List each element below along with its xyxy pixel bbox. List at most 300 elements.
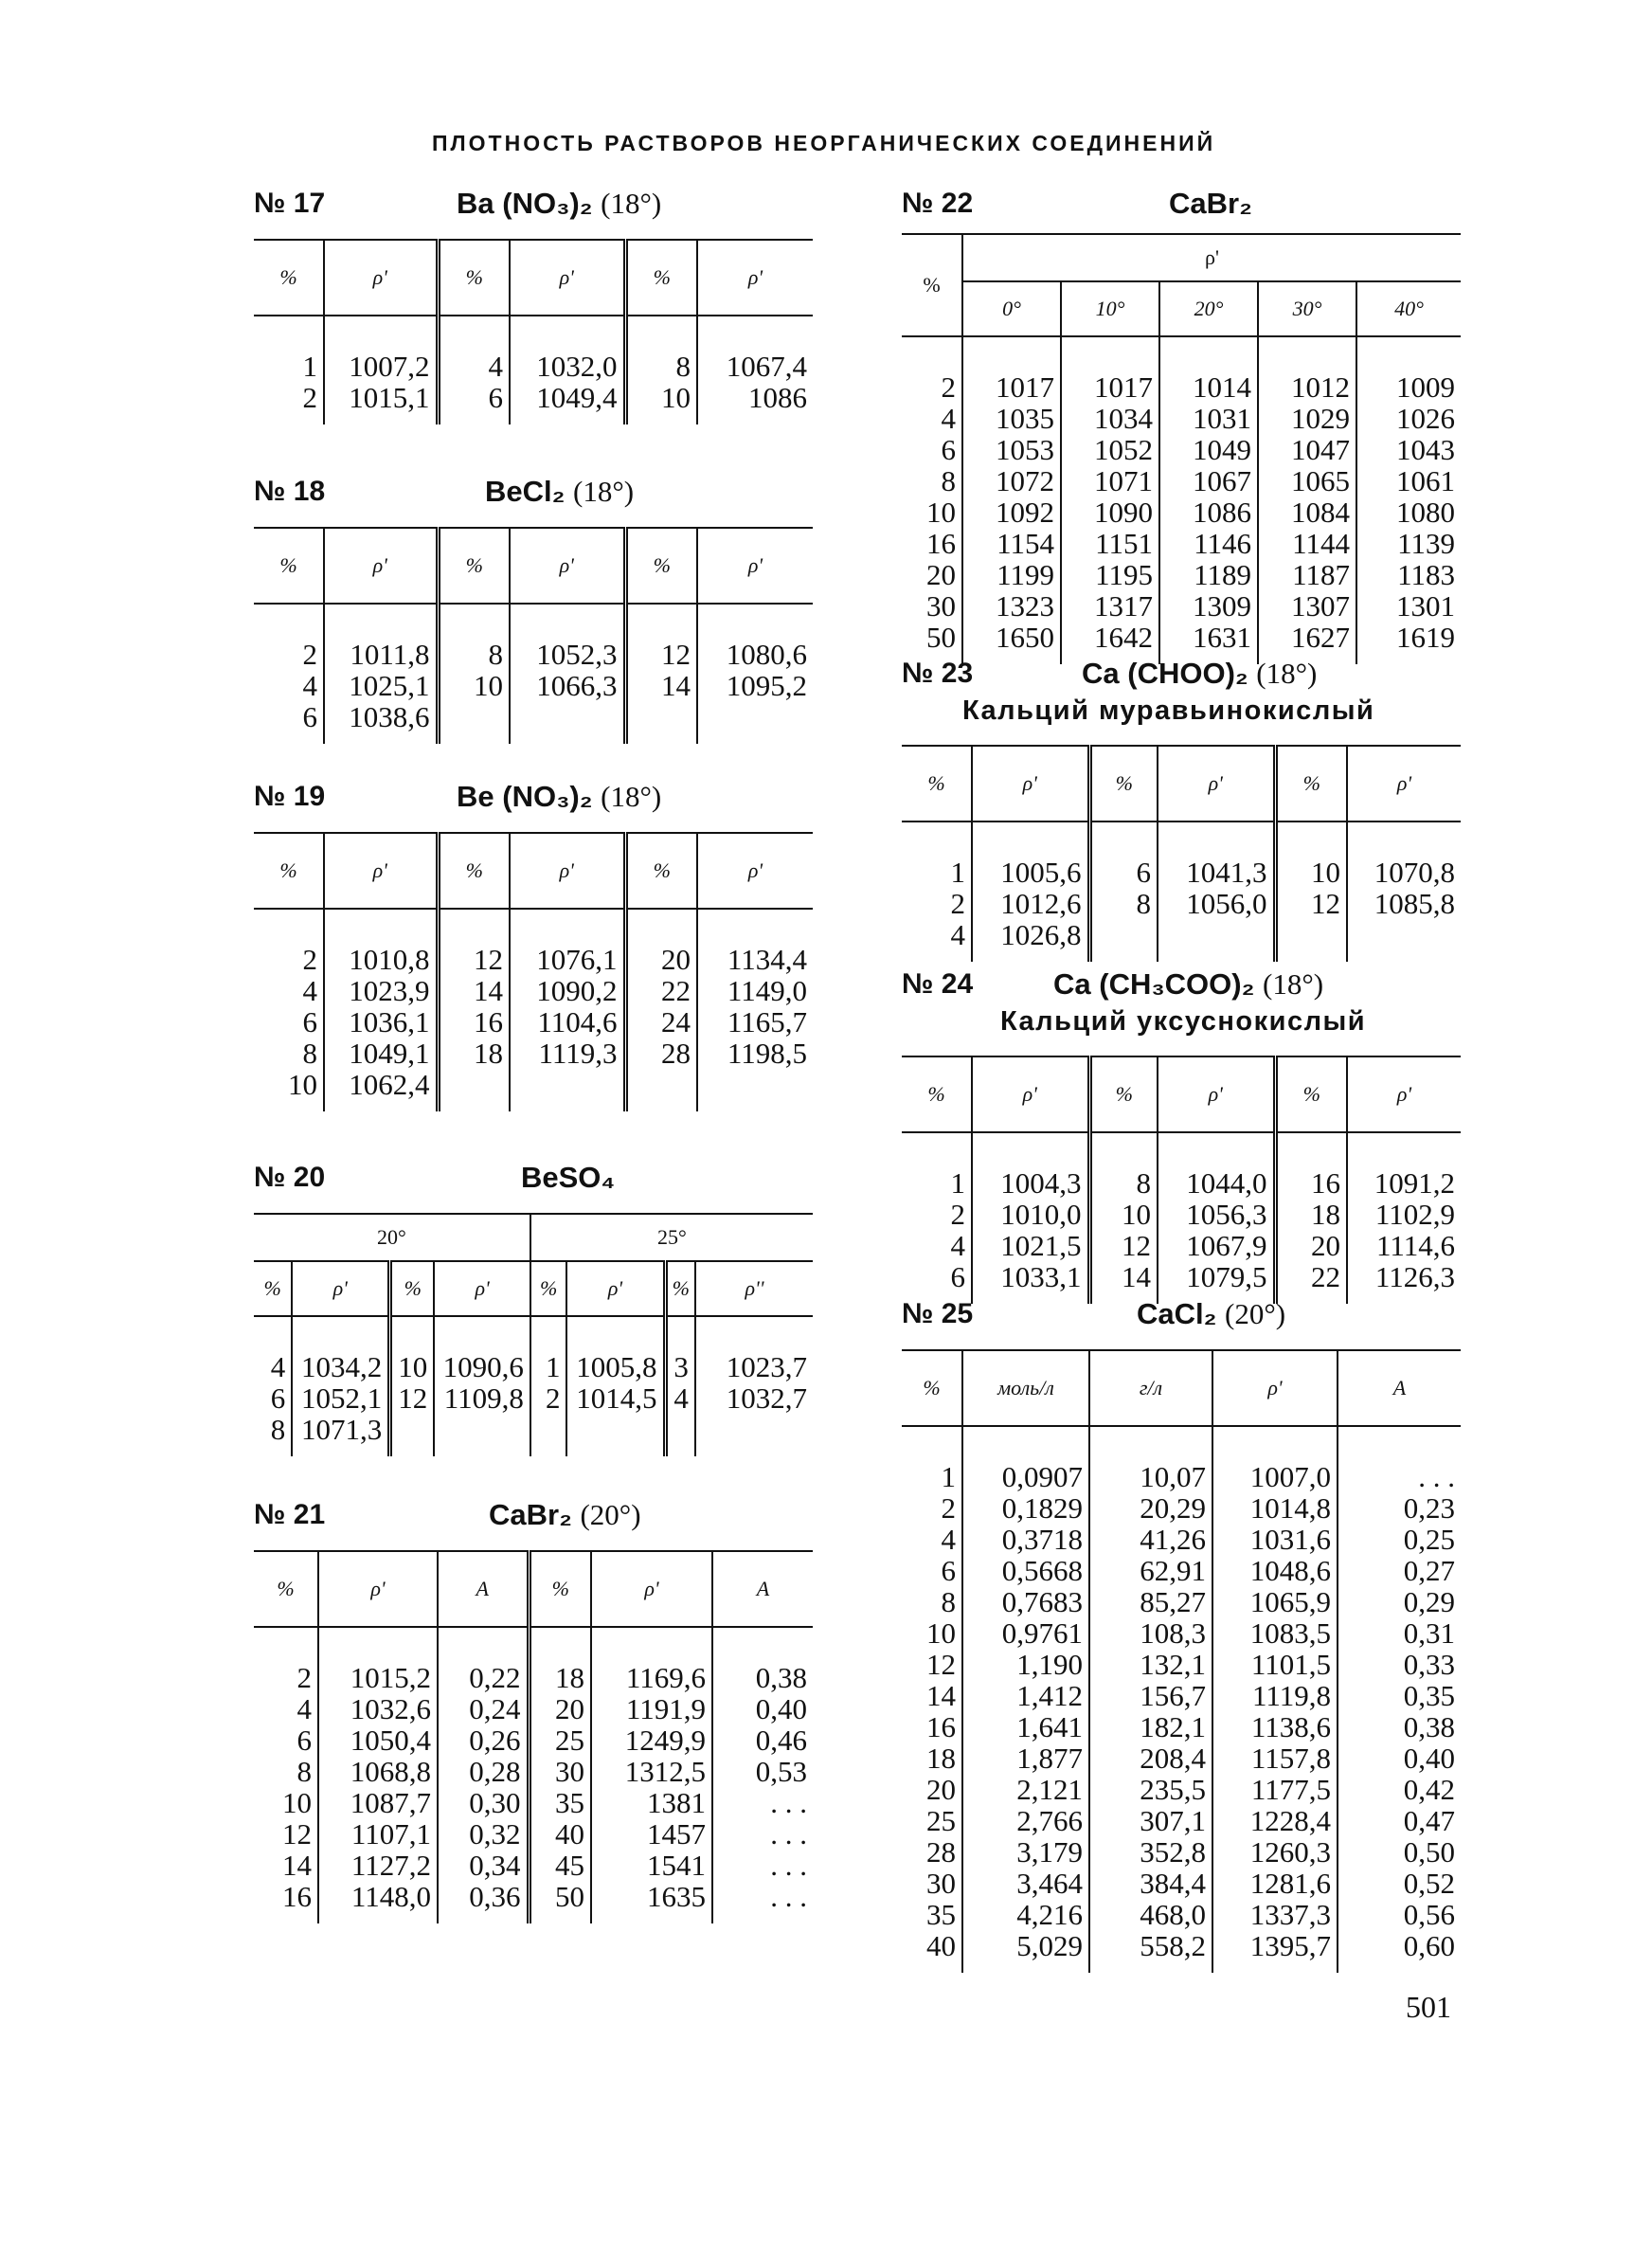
table-cell: 3 bbox=[665, 1316, 695, 1382]
column-header: ρ' bbox=[1347, 1056, 1461, 1132]
column-header: % bbox=[625, 528, 697, 604]
table-cell: 1015,2 bbox=[318, 1627, 438, 1693]
section-23-heading bbox=[902, 650, 1461, 697]
table-cell: 10 bbox=[1089, 1199, 1158, 1230]
table-cell: 0,9761 bbox=[962, 1617, 1089, 1649]
table-cell: 1068,8 bbox=[318, 1756, 438, 1787]
table-cell: 1090,2 bbox=[510, 975, 625, 1006]
table-cell: 4 bbox=[302, 669, 317, 702]
column-header: % bbox=[438, 833, 510, 909]
table-row bbox=[254, 909, 813, 975]
section-number: № 18 bbox=[254, 476, 326, 507]
section-25-heading bbox=[902, 1291, 1461, 1338]
column-header: % bbox=[254, 240, 324, 316]
table-cell: 0,5668 bbox=[962, 1555, 1089, 1586]
table-cell: 2 bbox=[302, 943, 317, 976]
table-cell: 24 bbox=[625, 1006, 697, 1038]
column-header: % bbox=[902, 1350, 962, 1426]
table-cell bbox=[625, 1069, 697, 1111]
section-formula: BeSO₄ bbox=[521, 1161, 616, 1194]
table-row bbox=[902, 1836, 1461, 1868]
table-cell: 1052,1 bbox=[292, 1382, 390, 1414]
table-cell: 1 bbox=[950, 856, 965, 889]
table-cell: 1015,1 bbox=[324, 382, 438, 424]
column-header: % bbox=[665, 1261, 695, 1316]
column-header: ρ' bbox=[510, 833, 625, 909]
table-cell: 1085,8 bbox=[1347, 888, 1461, 919]
table-cell: 1,190 bbox=[962, 1649, 1089, 1680]
table-cell: 28 bbox=[926, 1835, 956, 1869]
group-header: 25° bbox=[530, 1214, 813, 1261]
table-cell: 14 bbox=[282, 1849, 312, 1882]
table-cell: 8 bbox=[296, 1755, 312, 1788]
column-header: 0° bbox=[962, 281, 1061, 336]
table-cell bbox=[697, 701, 813, 744]
table-cell: 1090 bbox=[1061, 497, 1159, 528]
table-cell: 14 bbox=[438, 975, 510, 1006]
table-cell: 0,22 bbox=[438, 1627, 529, 1693]
section-formula: Be (NO₃)₂ (18°) bbox=[457, 780, 662, 813]
table-cell: 1086 bbox=[1159, 497, 1258, 528]
table-cell: 182,1 bbox=[1089, 1711, 1212, 1742]
table-cell: 1005,8 bbox=[566, 1316, 665, 1382]
column-header: ρ' bbox=[591, 1551, 712, 1627]
table-cell: 1095,2 bbox=[697, 670, 813, 701]
table-cell: 1146 bbox=[1159, 528, 1258, 559]
table-cell: 1187 bbox=[1258, 559, 1356, 590]
table-cell: 1036,1 bbox=[324, 1006, 438, 1038]
table-cell: 1014 bbox=[1159, 336, 1258, 403]
table-cell: 1195 bbox=[1061, 559, 1159, 590]
table-cell bbox=[1158, 919, 1275, 962]
table-cell: 1083,5 bbox=[1212, 1617, 1338, 1649]
table-cell: 0,60 bbox=[1338, 1930, 1461, 1973]
table-cell: 1107,1 bbox=[318, 1818, 438, 1850]
table-cell: 1004,3 bbox=[972, 1132, 1089, 1199]
column-header: 30° bbox=[1258, 281, 1356, 336]
table-no22 bbox=[902, 233, 1461, 664]
table-cell: 1071 bbox=[1061, 465, 1159, 497]
section-22-heading bbox=[902, 180, 1461, 227]
column-header: ρ' bbox=[697, 528, 813, 604]
table-cell: 1301 bbox=[1356, 590, 1461, 622]
table-row bbox=[902, 1199, 1461, 1230]
section-formula: CaBr₂ (20°) bbox=[489, 1498, 641, 1531]
table-cell: 2 bbox=[302, 381, 317, 414]
table-cell: 2 bbox=[941, 370, 956, 404]
table-cell: 6 bbox=[950, 1260, 965, 1293]
table-cell: 1044,0 bbox=[1158, 1132, 1275, 1199]
table-row bbox=[254, 1038, 813, 1069]
table-cell: 0,3718 bbox=[962, 1524, 1089, 1555]
table-cell: 20,29 bbox=[1089, 1492, 1212, 1524]
table-cell: 10,07 bbox=[1089, 1426, 1212, 1492]
table-no19 bbox=[254, 832, 813, 1111]
table-cell: 10 bbox=[390, 1316, 435, 1382]
table-row bbox=[902, 528, 1461, 559]
table-cell: 41,26 bbox=[1089, 1524, 1212, 1555]
table-cell: 1 bbox=[302, 350, 317, 383]
column-header: ρ' bbox=[697, 833, 813, 909]
table-cell: 1034 bbox=[1061, 403, 1159, 434]
column-header: ρ' bbox=[1158, 746, 1275, 822]
table-row bbox=[902, 559, 1461, 590]
table-cell: 1080,6 bbox=[697, 604, 813, 670]
table-cell: 1009 bbox=[1356, 336, 1461, 403]
table-cell: 1650 bbox=[962, 622, 1061, 664]
table-cell: 1026,8 bbox=[972, 919, 1089, 962]
table-cell: 307,1 bbox=[1089, 1805, 1212, 1836]
table-cell: 2 bbox=[296, 1661, 312, 1694]
section-formula: Ba (NO₃)₂ (18°) bbox=[457, 187, 662, 220]
table-cell: 2 bbox=[302, 638, 317, 671]
table-cell: 1198,5 bbox=[697, 1038, 813, 1069]
table-row bbox=[254, 1316, 813, 1382]
table-cell: 1126,3 bbox=[1347, 1261, 1461, 1304]
table-cell: 1080 bbox=[1356, 497, 1461, 528]
table-cell: 4 bbox=[950, 1229, 965, 1262]
table-cell: 0,52 bbox=[1338, 1868, 1461, 1899]
table-cell: 16 bbox=[926, 1710, 956, 1743]
table-row bbox=[254, 1006, 813, 1038]
table-cell: 1127,2 bbox=[318, 1850, 438, 1881]
table-cell: 1165,7 bbox=[697, 1006, 813, 1038]
table-cell: 0,56 bbox=[1338, 1899, 1461, 1930]
table-cell: . . . bbox=[1338, 1426, 1461, 1492]
table-cell: 1260,3 bbox=[1212, 1836, 1338, 1868]
table-cell: 14 bbox=[1089, 1261, 1158, 1304]
column-header: ρ' bbox=[1347, 746, 1461, 822]
table-cell: 1038,6 bbox=[324, 701, 438, 744]
table-cell: 1 bbox=[530, 1316, 567, 1382]
table-cell: 1043 bbox=[1356, 434, 1461, 465]
table-cell: 18 bbox=[1275, 1199, 1347, 1230]
table-cell: 10 bbox=[926, 496, 956, 529]
table-cell: 1642 bbox=[1061, 622, 1159, 664]
section-number: № 19 bbox=[254, 781, 326, 812]
table-cell: 1041,3 bbox=[1158, 822, 1275, 888]
table-cell: 1092 bbox=[962, 497, 1061, 528]
table-cell: 4 bbox=[302, 974, 317, 1007]
table-row bbox=[902, 1555, 1461, 1586]
table-cell: 1635 bbox=[591, 1881, 712, 1923]
section-number: № 23 bbox=[902, 658, 974, 689]
table-cell: 25 bbox=[926, 1804, 956, 1837]
column-header: A bbox=[438, 1551, 529, 1627]
table-cell: 0,24 bbox=[438, 1693, 529, 1724]
table-row bbox=[902, 1930, 1461, 1973]
table-cell: 1025,1 bbox=[324, 670, 438, 701]
column-header: A bbox=[1338, 1350, 1461, 1426]
table-cell: 10 bbox=[1275, 822, 1347, 888]
table-cell: 2 bbox=[941, 1491, 956, 1525]
table-cell: 1076,1 bbox=[510, 909, 625, 975]
table-cell: 1,641 bbox=[962, 1711, 1089, 1742]
table-cell: 1050,4 bbox=[318, 1724, 438, 1756]
column-header: моль/л bbox=[962, 1350, 1089, 1426]
table-cell: 0,23 bbox=[1338, 1492, 1461, 1524]
table-cell: 0,47 bbox=[1338, 1805, 1461, 1836]
table-row bbox=[254, 1414, 813, 1456]
table-cell: 1034,2 bbox=[292, 1316, 390, 1382]
table-cell: 1012 bbox=[1258, 336, 1356, 403]
table-cell: 12 bbox=[926, 1648, 956, 1681]
table-cell: 1309 bbox=[1159, 590, 1258, 622]
table-cell: 1056,0 bbox=[1158, 888, 1275, 919]
table-cell: 18 bbox=[529, 1627, 591, 1693]
table-cell: 1149,0 bbox=[697, 975, 813, 1006]
table-cell: 1148,0 bbox=[318, 1881, 438, 1923]
table-cell: 4 bbox=[665, 1382, 695, 1414]
table-row bbox=[902, 1680, 1461, 1711]
table-row bbox=[902, 1586, 1461, 1617]
table-cell: 1091,2 bbox=[1347, 1132, 1461, 1199]
table-row bbox=[254, 1724, 813, 1756]
column-header: % bbox=[530, 1261, 567, 1316]
column-header: % bbox=[438, 528, 510, 604]
table-cell: 10 bbox=[926, 1616, 956, 1650]
table-cell: 1199 bbox=[962, 559, 1061, 590]
table-cell: 30 bbox=[926, 589, 956, 623]
table-cell: . . . bbox=[712, 1787, 813, 1818]
table-cell: 1049,4 bbox=[510, 382, 625, 424]
table-cell: 1101,5 bbox=[1212, 1649, 1338, 1680]
table-row bbox=[902, 1230, 1461, 1261]
table-row bbox=[902, 434, 1461, 465]
table-cell: 1070,8 bbox=[1347, 822, 1461, 888]
table-row bbox=[902, 822, 1461, 888]
table-no18 bbox=[254, 527, 813, 744]
table-cell: 30 bbox=[926, 1867, 956, 1900]
table-cell: 1228,4 bbox=[1212, 1805, 1338, 1836]
table-cell: 1049,1 bbox=[324, 1038, 438, 1069]
table-cell bbox=[665, 1414, 695, 1456]
table-cell: 4 bbox=[270, 1350, 286, 1383]
table-row bbox=[902, 497, 1461, 528]
table-cell bbox=[438, 1069, 510, 1111]
table-cell: 1035 bbox=[962, 403, 1061, 434]
table-cell: 12 bbox=[438, 909, 510, 975]
section-19-heading bbox=[254, 773, 813, 821]
page-number: 501 bbox=[1406, 1990, 1451, 2024]
table-row bbox=[902, 1711, 1461, 1742]
table-cell: 0,30 bbox=[438, 1787, 529, 1818]
table-cell: 1032,6 bbox=[318, 1693, 438, 1724]
table-cell: 1317 bbox=[1061, 590, 1159, 622]
column-header: ρ' bbox=[510, 528, 625, 604]
section-formula: Ca (CHOO)₂ (18°) bbox=[1082, 657, 1318, 690]
column-header: ρ' bbox=[972, 746, 1089, 822]
table-cell: 1114,6 bbox=[1347, 1230, 1461, 1261]
table-cell: 1627 bbox=[1258, 622, 1356, 664]
table-cell: 1023,7 bbox=[695, 1316, 813, 1382]
table-cell: 6 bbox=[302, 700, 317, 733]
column-header: ρ' bbox=[1158, 1056, 1275, 1132]
column-header: % bbox=[902, 1056, 972, 1132]
table-row bbox=[902, 1774, 1461, 1805]
table-cell: 1067,4 bbox=[697, 316, 813, 382]
column-header: ρ' bbox=[324, 240, 438, 316]
column-header: ρ' bbox=[972, 1056, 1089, 1132]
table-cell: 1457 bbox=[591, 1818, 712, 1850]
table-cell: 3,179 bbox=[962, 1836, 1089, 1868]
table-cell: 1067 bbox=[1159, 465, 1258, 497]
column-header: % bbox=[1089, 1056, 1158, 1132]
table-cell: 1109,8 bbox=[434, 1382, 530, 1414]
column-header: 40° bbox=[1356, 281, 1461, 336]
table-cell: 1005,6 bbox=[972, 822, 1089, 888]
table-cell: 1026 bbox=[1356, 403, 1461, 434]
table-cell: 1090,6 bbox=[434, 1316, 530, 1382]
table-cell: 20 bbox=[926, 1773, 956, 1806]
table-cell: 1049 bbox=[1159, 434, 1258, 465]
section-number: № 22 bbox=[902, 188, 974, 219]
table-cell: 16 bbox=[926, 527, 956, 560]
table-cell: 1183 bbox=[1356, 559, 1461, 590]
table-cell: 8 bbox=[302, 1037, 317, 1070]
table-cell: 12 bbox=[1275, 888, 1347, 919]
column-header: A bbox=[712, 1551, 813, 1627]
column-header: % bbox=[254, 528, 324, 604]
table-cell: 1072 bbox=[962, 465, 1061, 497]
table-cell: 1381 bbox=[591, 1787, 712, 1818]
table-cell: 22 bbox=[1275, 1261, 1347, 1304]
table-row bbox=[902, 403, 1461, 434]
table-cell: 4 bbox=[950, 918, 965, 951]
table-cell: 1014,8 bbox=[1212, 1492, 1338, 1524]
table-cell: 2 bbox=[530, 1382, 567, 1414]
table-cell: 6 bbox=[1089, 822, 1158, 888]
table-cell: 14 bbox=[926, 1679, 956, 1712]
table-cell: 0,50 bbox=[1338, 1836, 1461, 1868]
table-cell: 1047 bbox=[1258, 434, 1356, 465]
table-cell: 0,27 bbox=[1338, 1555, 1461, 1586]
column-header: ρ' bbox=[324, 528, 438, 604]
table-cell: 1012,6 bbox=[972, 888, 1089, 919]
section-number: № 17 bbox=[254, 188, 326, 219]
table-cell: 1139 bbox=[1356, 528, 1461, 559]
table-cell: 1631 bbox=[1159, 622, 1258, 664]
section-24-name: Кальций уксуснокислый bbox=[1000, 1006, 1367, 1037]
table-cell bbox=[1347, 919, 1461, 962]
table-row bbox=[254, 670, 813, 701]
table-cell: 0,38 bbox=[1338, 1711, 1461, 1742]
table-cell: 10 bbox=[282, 1786, 312, 1819]
table-cell bbox=[390, 1414, 435, 1456]
table-cell: 1 bbox=[950, 1166, 965, 1200]
table-cell: 0,25 bbox=[1338, 1524, 1461, 1555]
group-header: ρ' bbox=[962, 234, 1461, 281]
table-cell: 4 bbox=[941, 402, 956, 435]
table-row bbox=[254, 1069, 813, 1111]
table-cell bbox=[434, 1414, 530, 1456]
table-cell: 12 bbox=[390, 1382, 435, 1414]
table-no21 bbox=[254, 1550, 813, 1923]
column-header: % bbox=[254, 1261, 292, 1316]
table-cell: 1619 bbox=[1356, 622, 1461, 664]
table-cell: 8 bbox=[941, 1585, 956, 1618]
table-cell: 12 bbox=[282, 1817, 312, 1851]
table-cell: 1 bbox=[941, 1460, 956, 1493]
table-cell: 1007,2 bbox=[324, 316, 438, 382]
table-row bbox=[902, 590, 1461, 622]
table-row bbox=[902, 1742, 1461, 1774]
column-header: 10° bbox=[1061, 281, 1159, 336]
table-row bbox=[902, 888, 1461, 919]
table-cell: 85,27 bbox=[1089, 1586, 1212, 1617]
table-cell bbox=[530, 1414, 567, 1456]
table-row bbox=[902, 1649, 1461, 1680]
table-cell: 0,40 bbox=[712, 1693, 813, 1724]
section-formula: CaBr₂ bbox=[1169, 187, 1252, 220]
table-cell: 468,0 bbox=[1089, 1899, 1212, 1930]
table-row bbox=[254, 316, 813, 382]
section-number: № 25 bbox=[902, 1298, 974, 1329]
table-cell bbox=[1089, 919, 1158, 962]
table-cell: 16 bbox=[438, 1006, 510, 1038]
column-header: ρ' bbox=[292, 1261, 390, 1316]
table-no23 bbox=[902, 745, 1461, 962]
table-cell: 16 bbox=[1275, 1132, 1347, 1199]
table-cell: 0,34 bbox=[438, 1850, 529, 1881]
table-row bbox=[254, 1627, 813, 1693]
column-header: ρ'' bbox=[695, 1261, 813, 1316]
table-row bbox=[902, 1426, 1461, 1492]
column-header: % bbox=[254, 1551, 318, 1627]
table-cell: 1079,5 bbox=[1158, 1261, 1275, 1304]
table-cell: 1177,5 bbox=[1212, 1774, 1338, 1805]
table-cell: 1010,0 bbox=[972, 1199, 1089, 1230]
table-cell: 1021,5 bbox=[972, 1230, 1089, 1261]
table-row bbox=[254, 604, 813, 670]
table-cell: . . . bbox=[712, 1881, 813, 1923]
table-cell: 2 bbox=[950, 887, 965, 920]
table-cell: 2,766 bbox=[962, 1805, 1089, 1836]
table-cell: 3,464 bbox=[962, 1868, 1089, 1899]
table-cell: 22 bbox=[625, 975, 697, 1006]
table-cell: 10 bbox=[625, 382, 697, 424]
section-24-heading bbox=[902, 961, 1461, 1008]
table-cell: 45 bbox=[529, 1850, 591, 1881]
table-cell: 1014,5 bbox=[566, 1382, 665, 1414]
table-row bbox=[254, 1850, 813, 1881]
table-cell: 8 bbox=[270, 1413, 286, 1446]
table-cell bbox=[1275, 919, 1347, 962]
page-title: ПЛОТНОСТЬ РАСТВОРОВ НЕОРГАНИЧЕСКИХ СОЕДИНЕНИЙ bbox=[432, 131, 1216, 155]
column-header: % bbox=[902, 746, 972, 822]
table-cell: 1031,6 bbox=[1212, 1524, 1338, 1555]
section-17-heading bbox=[254, 180, 813, 227]
table-cell: 1067,9 bbox=[1158, 1230, 1275, 1261]
table-cell bbox=[510, 1069, 625, 1111]
table-row bbox=[902, 1617, 1461, 1649]
table-cell: 1119,3 bbox=[510, 1038, 625, 1069]
section-formula: CaCl₂ (20°) bbox=[1137, 1297, 1286, 1330]
table-cell: 1169,6 bbox=[591, 1627, 712, 1693]
group-header: 20° bbox=[254, 1214, 530, 1261]
table-cell: 12 bbox=[625, 604, 697, 670]
table-cell: 35 bbox=[926, 1898, 956, 1931]
column-header: ρ' bbox=[566, 1261, 665, 1316]
table-cell: 1032,0 bbox=[510, 316, 625, 382]
table-row bbox=[254, 1818, 813, 1850]
table-cell: 62,91 bbox=[1089, 1555, 1212, 1586]
table-cell: 20 bbox=[1275, 1230, 1347, 1261]
table-cell: 1144 bbox=[1258, 528, 1356, 559]
table-cell: 8 bbox=[625, 316, 697, 382]
table-cell: 1,412 bbox=[962, 1680, 1089, 1711]
column-header: ρ' bbox=[318, 1551, 438, 1627]
